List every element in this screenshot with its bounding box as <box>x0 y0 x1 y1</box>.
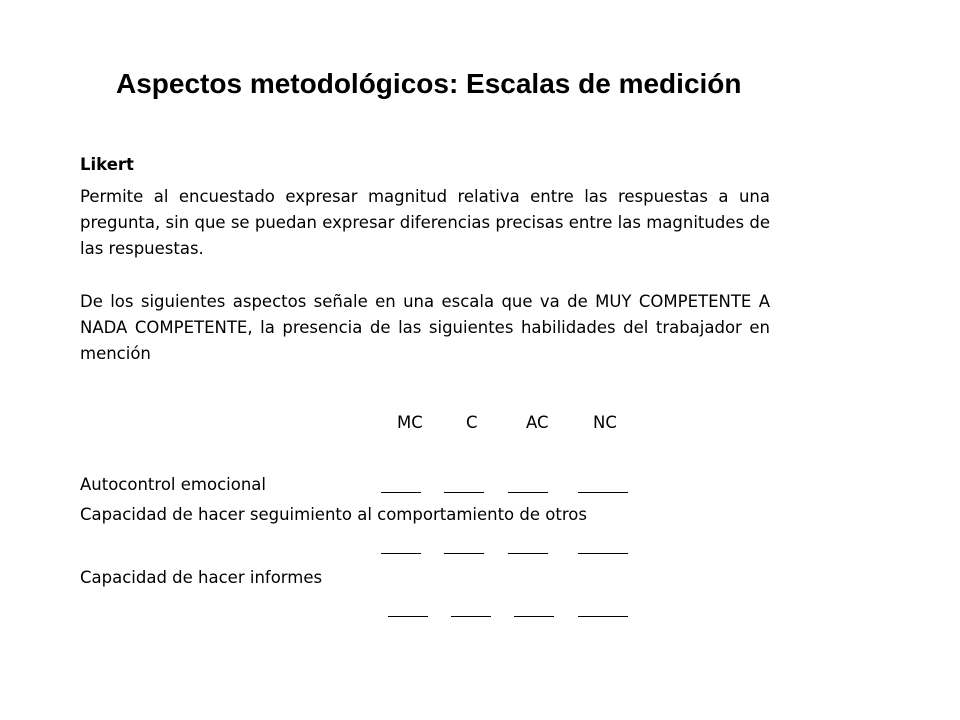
item-label: Autocontrol emocional <box>80 475 266 494</box>
slide-body <box>80 152 770 367</box>
scale-label-ac: AC <box>526 413 549 432</box>
item-label: Capacidad de hacer informes <box>80 568 323 587</box>
scale-header <box>0 410 960 436</box>
item-label: Capacidad de hacer seguimiento al comportamiento de otros <box>80 505 587 524</box>
answer-blank-c[interactable] <box>444 553 484 554</box>
answer-blank-mc[interactable] <box>381 492 421 493</box>
answer-blank-nc[interactable] <box>578 616 628 617</box>
answer-blank-c[interactable] <box>451 616 491 617</box>
scale-label-nc: NC <box>593 413 617 432</box>
answer-blank-ac[interactable] <box>508 492 548 493</box>
answer-blank-ac[interactable] <box>514 616 554 617</box>
scale-label-c: C <box>466 413 478 432</box>
answer-blank-mc[interactable] <box>381 553 421 554</box>
answer-blank-nc[interactable] <box>578 492 628 493</box>
slide-title: Aspectos metodológicos: Escalas de medición <box>116 68 742 99</box>
answer-blank-ac[interactable] <box>508 553 548 554</box>
scale-type-heading: Likert <box>80 155 134 174</box>
scale-label-mc: MC <box>397 413 423 432</box>
scale-description: Permite al encuestado expresar magnitud relativa entre las respuestas a una pregunta, sin que se puedan expresar diferencias precisas entre las magnitudes de las respuestas. <box>80 187 770 258</box>
answer-blank-c[interactable] <box>444 492 484 493</box>
answer-blank-nc[interactable] <box>578 553 628 554</box>
answer-blank-mc[interactable] <box>388 616 428 617</box>
survey-instruction: De los siguientes aspectos señale en una escala que va de MUY COMPETENTE A NADA COMPETENTE, la presencia de las siguientes habilidades del trabajador en mención <box>80 292 770 363</box>
